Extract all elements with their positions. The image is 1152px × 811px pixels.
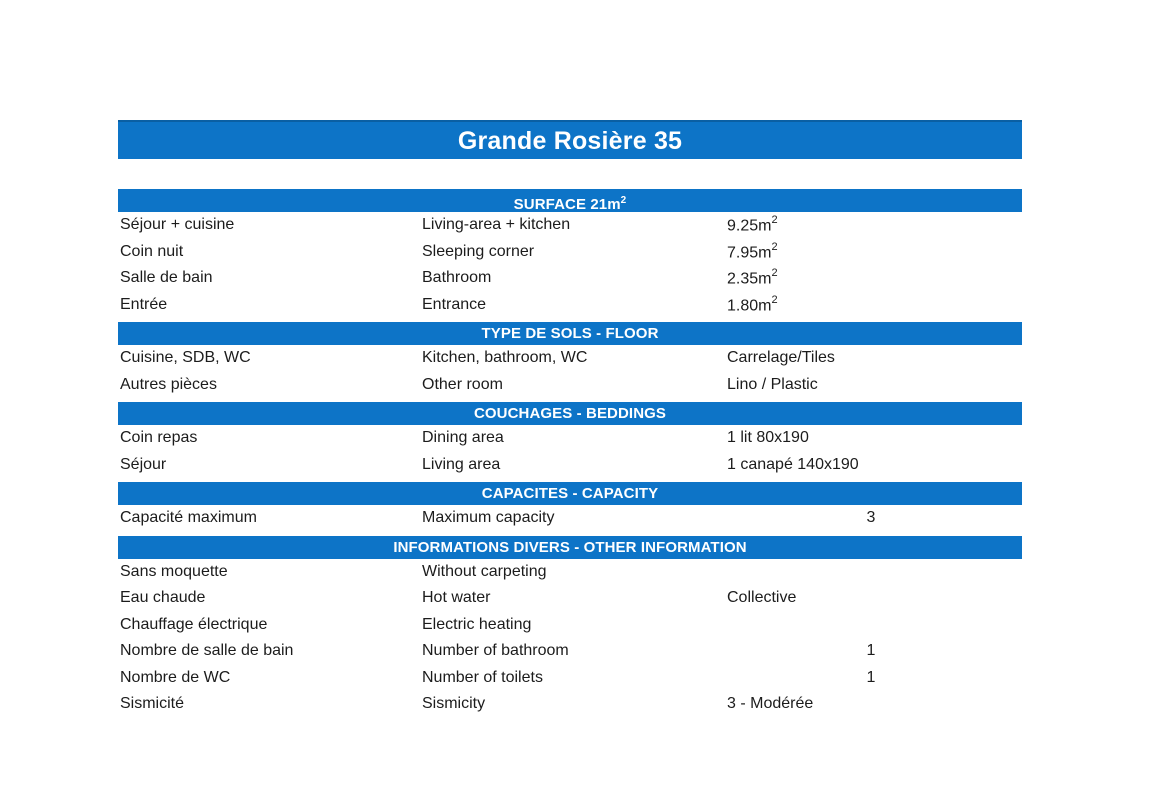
cell-en: Maximum capacity (422, 509, 555, 527)
cell-fr: Eau chaude (120, 589, 206, 607)
cell-fr: Salle de bain (120, 269, 213, 287)
cell-fr: Capacité maximum (120, 509, 257, 527)
cell-value: 1 canapé 140x190 (727, 455, 859, 473)
section-header-capacity: CAPACITES - CAPACITY (118, 482, 1022, 505)
table-row (118, 612, 1022, 639)
cell-number: 1 (866, 668, 876, 686)
cell-en: Number of bathroom (422, 642, 569, 660)
table-row (118, 425, 1022, 452)
section-surface (118, 189, 1022, 318)
cell-fr: Séjour (120, 455, 167, 473)
superscript: 2 (771, 240, 778, 253)
cell-value (727, 242, 1015, 262)
cell-en: Without carpeting (422, 562, 547, 580)
cell-fr: Nombre de salle de bain (120, 642, 294, 660)
cell-en: Other room (422, 375, 503, 393)
cell-fr: Séjour + cuisine (120, 216, 235, 234)
table-row (118, 292, 1022, 319)
cell-en: Hot water (422, 589, 491, 607)
cell-fr: Nombre de WC (120, 668, 231, 686)
table-row (118, 665, 1022, 692)
cell-value (727, 215, 1015, 235)
cell-en: Entrance (422, 295, 487, 313)
cell-en: Bathroom (422, 269, 492, 287)
cell-fr: Autres pièces (120, 375, 217, 393)
section-capacity (118, 482, 1022, 532)
document-title: Grande Rosière 35 (118, 120, 1022, 159)
superscript: 2 (620, 195, 627, 206)
cell-en: Number of toilets (422, 668, 543, 686)
cell-en: Kitchen, bathroom, WC (422, 349, 588, 367)
table-row (118, 638, 1022, 665)
cell-number: 1 (866, 642, 876, 660)
cell-en: Sleeping corner (422, 242, 535, 260)
table-row (118, 372, 1022, 399)
table-row (118, 452, 1022, 479)
section-floor (118, 322, 1022, 398)
cell-value: Lino / Plastic (727, 375, 818, 393)
cell-value (727, 268, 1015, 288)
superscript: 2 (771, 267, 778, 280)
value-text: 9.25m (727, 217, 772, 235)
section-header-floor: TYPE DE SOLS - FLOOR (118, 322, 1022, 345)
cell-en: Dining area (422, 429, 504, 447)
value-text: 2.35m (727, 270, 772, 288)
cell-fr: Entrée (120, 295, 168, 313)
section-beddings (118, 402, 1022, 478)
value-text: 1.80m (727, 296, 772, 314)
cell-value: Collective (727, 589, 797, 607)
section-header-surface (118, 189, 1022, 212)
table-row (118, 239, 1022, 266)
cell-fr: Sismicité (120, 695, 185, 713)
cell-number: 3 (866, 509, 876, 527)
property-fact-sheet (118, 120, 1022, 722)
table-row (118, 559, 1022, 586)
section-header-other-information: INFORMATIONS DIVERS - OTHER INFORMATION (118, 536, 1022, 559)
cell-en: Sismicity (422, 695, 486, 713)
superscript: 2 (771, 293, 778, 306)
cell-fr: Coin nuit (120, 242, 184, 260)
table-row (118, 212, 1022, 239)
cell-fr: Chauffage électrique (120, 615, 268, 633)
table-row (118, 505, 1022, 532)
superscript: 2 (771, 214, 778, 227)
cell-fr: Cuisine, SDB, WC (120, 349, 251, 367)
section-header-label: SURFACE 21m (513, 196, 621, 213)
value-text: 7.95m (727, 243, 772, 261)
cell-en: Living area (422, 455, 501, 473)
section-header-beddings: COUCHAGES - BEDDINGS (118, 402, 1022, 425)
table-row (118, 345, 1022, 372)
cell-fr: Sans moquette (120, 562, 228, 580)
cell-en: Living-area + kitchen (422, 216, 571, 234)
cell-value (727, 295, 1015, 315)
cell-en: Electric heating (422, 615, 532, 633)
table-row (118, 691, 1022, 718)
cell-value: 3 - Modérée (727, 695, 814, 713)
table-row (118, 585, 1022, 612)
cell-value: Carrelage/Tiles (727, 349, 835, 367)
table-row (118, 265, 1022, 292)
section-other-information (118, 536, 1022, 718)
cell-value: 1 lit 80x190 (727, 429, 809, 447)
cell-fr: Coin repas (120, 429, 198, 447)
